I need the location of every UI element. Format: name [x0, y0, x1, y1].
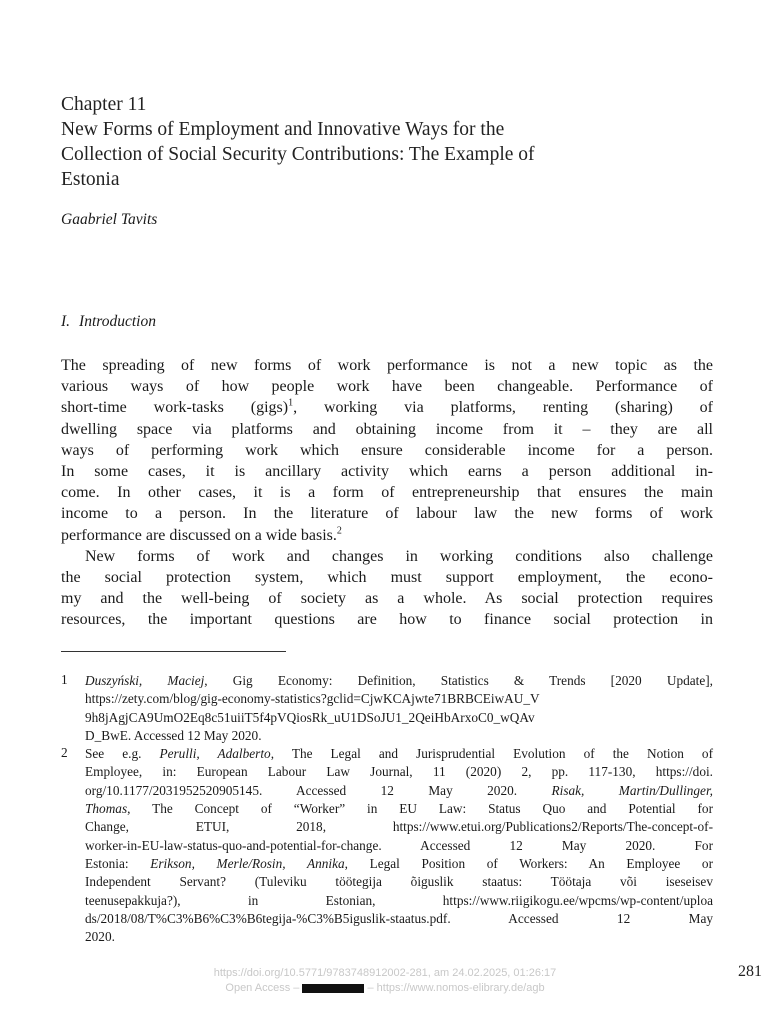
section-number: I. — [61, 313, 71, 330]
text-span: performance are discussed on a wide basis. — [61, 526, 337, 544]
body-text — [61, 355, 713, 630]
watermark-access — [175, 982, 595, 994]
paragraph-line: dwelling space via platforms and obtaining income from it – they are all — [61, 420, 713, 438]
footnote-2 — [61, 745, 713, 946]
chapter-title-line: New Forms of Employment and Innovative Ways for the — [61, 119, 505, 140]
paragraph-line: the social protection system, which must support employment, the econo- — [61, 568, 713, 586]
footnote-link-line[interactable]: worker-in-EU-law-status-quo-and-potential-for-change. Accessed 12 May 2020. For — [85, 837, 713, 853]
paragraph-line: ways of performing work which ensure considerable income for a person. — [61, 441, 713, 459]
text-span: , The Concept of “Worker” in EU Law: Status Quo and Potential for — [127, 801, 713, 817]
chapter-title-line: Estonia — [61, 169, 120, 190]
paragraph-line: various ways of how people work have been changeable. Performance of — [61, 378, 713, 396]
chapter-label: Chapter 11 — [61, 94, 147, 115]
text-span: Estonia: — [85, 855, 151, 871]
text-span: , The Legal and Jurisprudential Evolution of the Notion of — [270, 746, 714, 762]
chapter-heading — [61, 92, 713, 192]
paragraph-line: income to a person. In the literature of labour law the new forms of work — [61, 505, 713, 523]
watermark-doi: https://doi.org/10.5771/9783748912002-281, am 24.02.2025, 01:26:17 — [213, 967, 557, 979]
redacted-block — [302, 984, 364, 993]
footnote-number: 1 — [61, 672, 68, 687]
footnote-ref-2[interactable]: 2 — [336, 525, 342, 537]
footnotes — [61, 672, 713, 946]
cited-author: Duszyński, Maciej — [85, 673, 205, 688]
paragraph-line — [61, 525, 713, 546]
footnote-line: D_BwE. Accessed 12 May 2020. — [85, 727, 262, 743]
text-span: short-time work-tasks (gigs) — [61, 399, 289, 417]
footnote-line — [85, 672, 713, 690]
footnote-line: 2020. — [85, 929, 115, 945]
footnote-line — [85, 855, 713, 873]
text-span: org/10.1177/2031952520905145. Accessed 12 May 2020. — [85, 782, 552, 798]
cited-author: Thomas — [85, 801, 128, 817]
cited-author: Risak, Martin/Dullinger, — [551, 782, 713, 798]
footnote-link-line[interactable]: https://zety.com/blog/gig-economy-statistics?gclid=CjwKCAjwte71BRBCEiwAU_V — [85, 691, 540, 707]
footnote-number: 2 — [61, 745, 68, 761]
footnote-link-line[interactable]: ds/2018/08/T%C3%B6%C3%B6tegija-%C3%B5iguslik-staatus.pdf. Accessed 12 May — [85, 910, 713, 926]
cited-author: Erikson, Merle/Rosin, Annika — [150, 855, 345, 871]
text-span: See e.g. — [85, 746, 160, 762]
footnote-ref-1[interactable]: 1 — [288, 398, 294, 410]
paragraph-line: New forms of work and changes in working conditions also challenge — [85, 547, 713, 565]
section-title: Introduction — [79, 313, 156, 330]
text-span: , Legal Position of Workers: An Employee or — [344, 855, 713, 871]
footnote-link-line[interactable]: teenusepakkuja?), in Estonian, https://www.riigikogu.ee/wpcms/wp-content/uploa — [85, 892, 713, 908]
paragraph-line — [61, 397, 713, 418]
author-name: Gaabriel Tavits — [61, 211, 158, 228]
cited-author: Perulli, Adalberto — [159, 746, 271, 762]
paragraph-line: resources, the important questions are how to finance social protection in — [61, 611, 713, 629]
footnote-1 — [61, 672, 713, 745]
paragraph-line: my and the well-being of society as a whole. As social protection requires — [61, 590, 713, 608]
page-number: 281 — [738, 963, 762, 980]
footnote-line — [85, 782, 713, 800]
footnote-line — [85, 800, 713, 818]
section-heading — [61, 313, 156, 331]
footnote-line: Employee, in: European Labour Law Journal, 11 (2020) 2, pp. 117-130, https://doi. — [85, 764, 713, 780]
footnote-line: Independent Servant? (Tuleviku töötegija õiguslik staatus: Töötaja või iseseisev — [85, 874, 713, 890]
text-span: , Gig Economy: Definition, Statistics & Trends [2020 Update], — [204, 673, 713, 688]
paragraph-line: come. In other cases, it is a form of entrepreneurship that ensures the main — [61, 484, 713, 502]
paragraph-line: In some cases, it is ancillary activity which earns a person additional in- — [61, 462, 713, 480]
footnote-line — [85, 745, 713, 763]
text-span: , working via platforms, renting (sharing) of — [293, 399, 713, 417]
chapter-title-line: Collection of Social Security Contributions: The Example of — [61, 144, 535, 165]
footnote-link-line[interactable]: Change, ETUI, 2018, https://www.etui.org/Publications2/Reports/The-concept-of- — [85, 819, 713, 835]
footnote-divider — [61, 651, 286, 652]
footnote-link-line[interactable]: 9h8jAgjCA9UmO2Eq8c51uiiT5f4pVQiosRk_uU1DSoJU1_2QeiHbArxoC0_wQAv — [85, 709, 535, 725]
text-span: – https://www.nomos-elibrary.de/agb — [364, 982, 545, 994]
paragraph-line: The spreading of new forms of work performance is not a new topic as the — [61, 357, 713, 374]
text-span: Open Access – — [225, 982, 303, 994]
